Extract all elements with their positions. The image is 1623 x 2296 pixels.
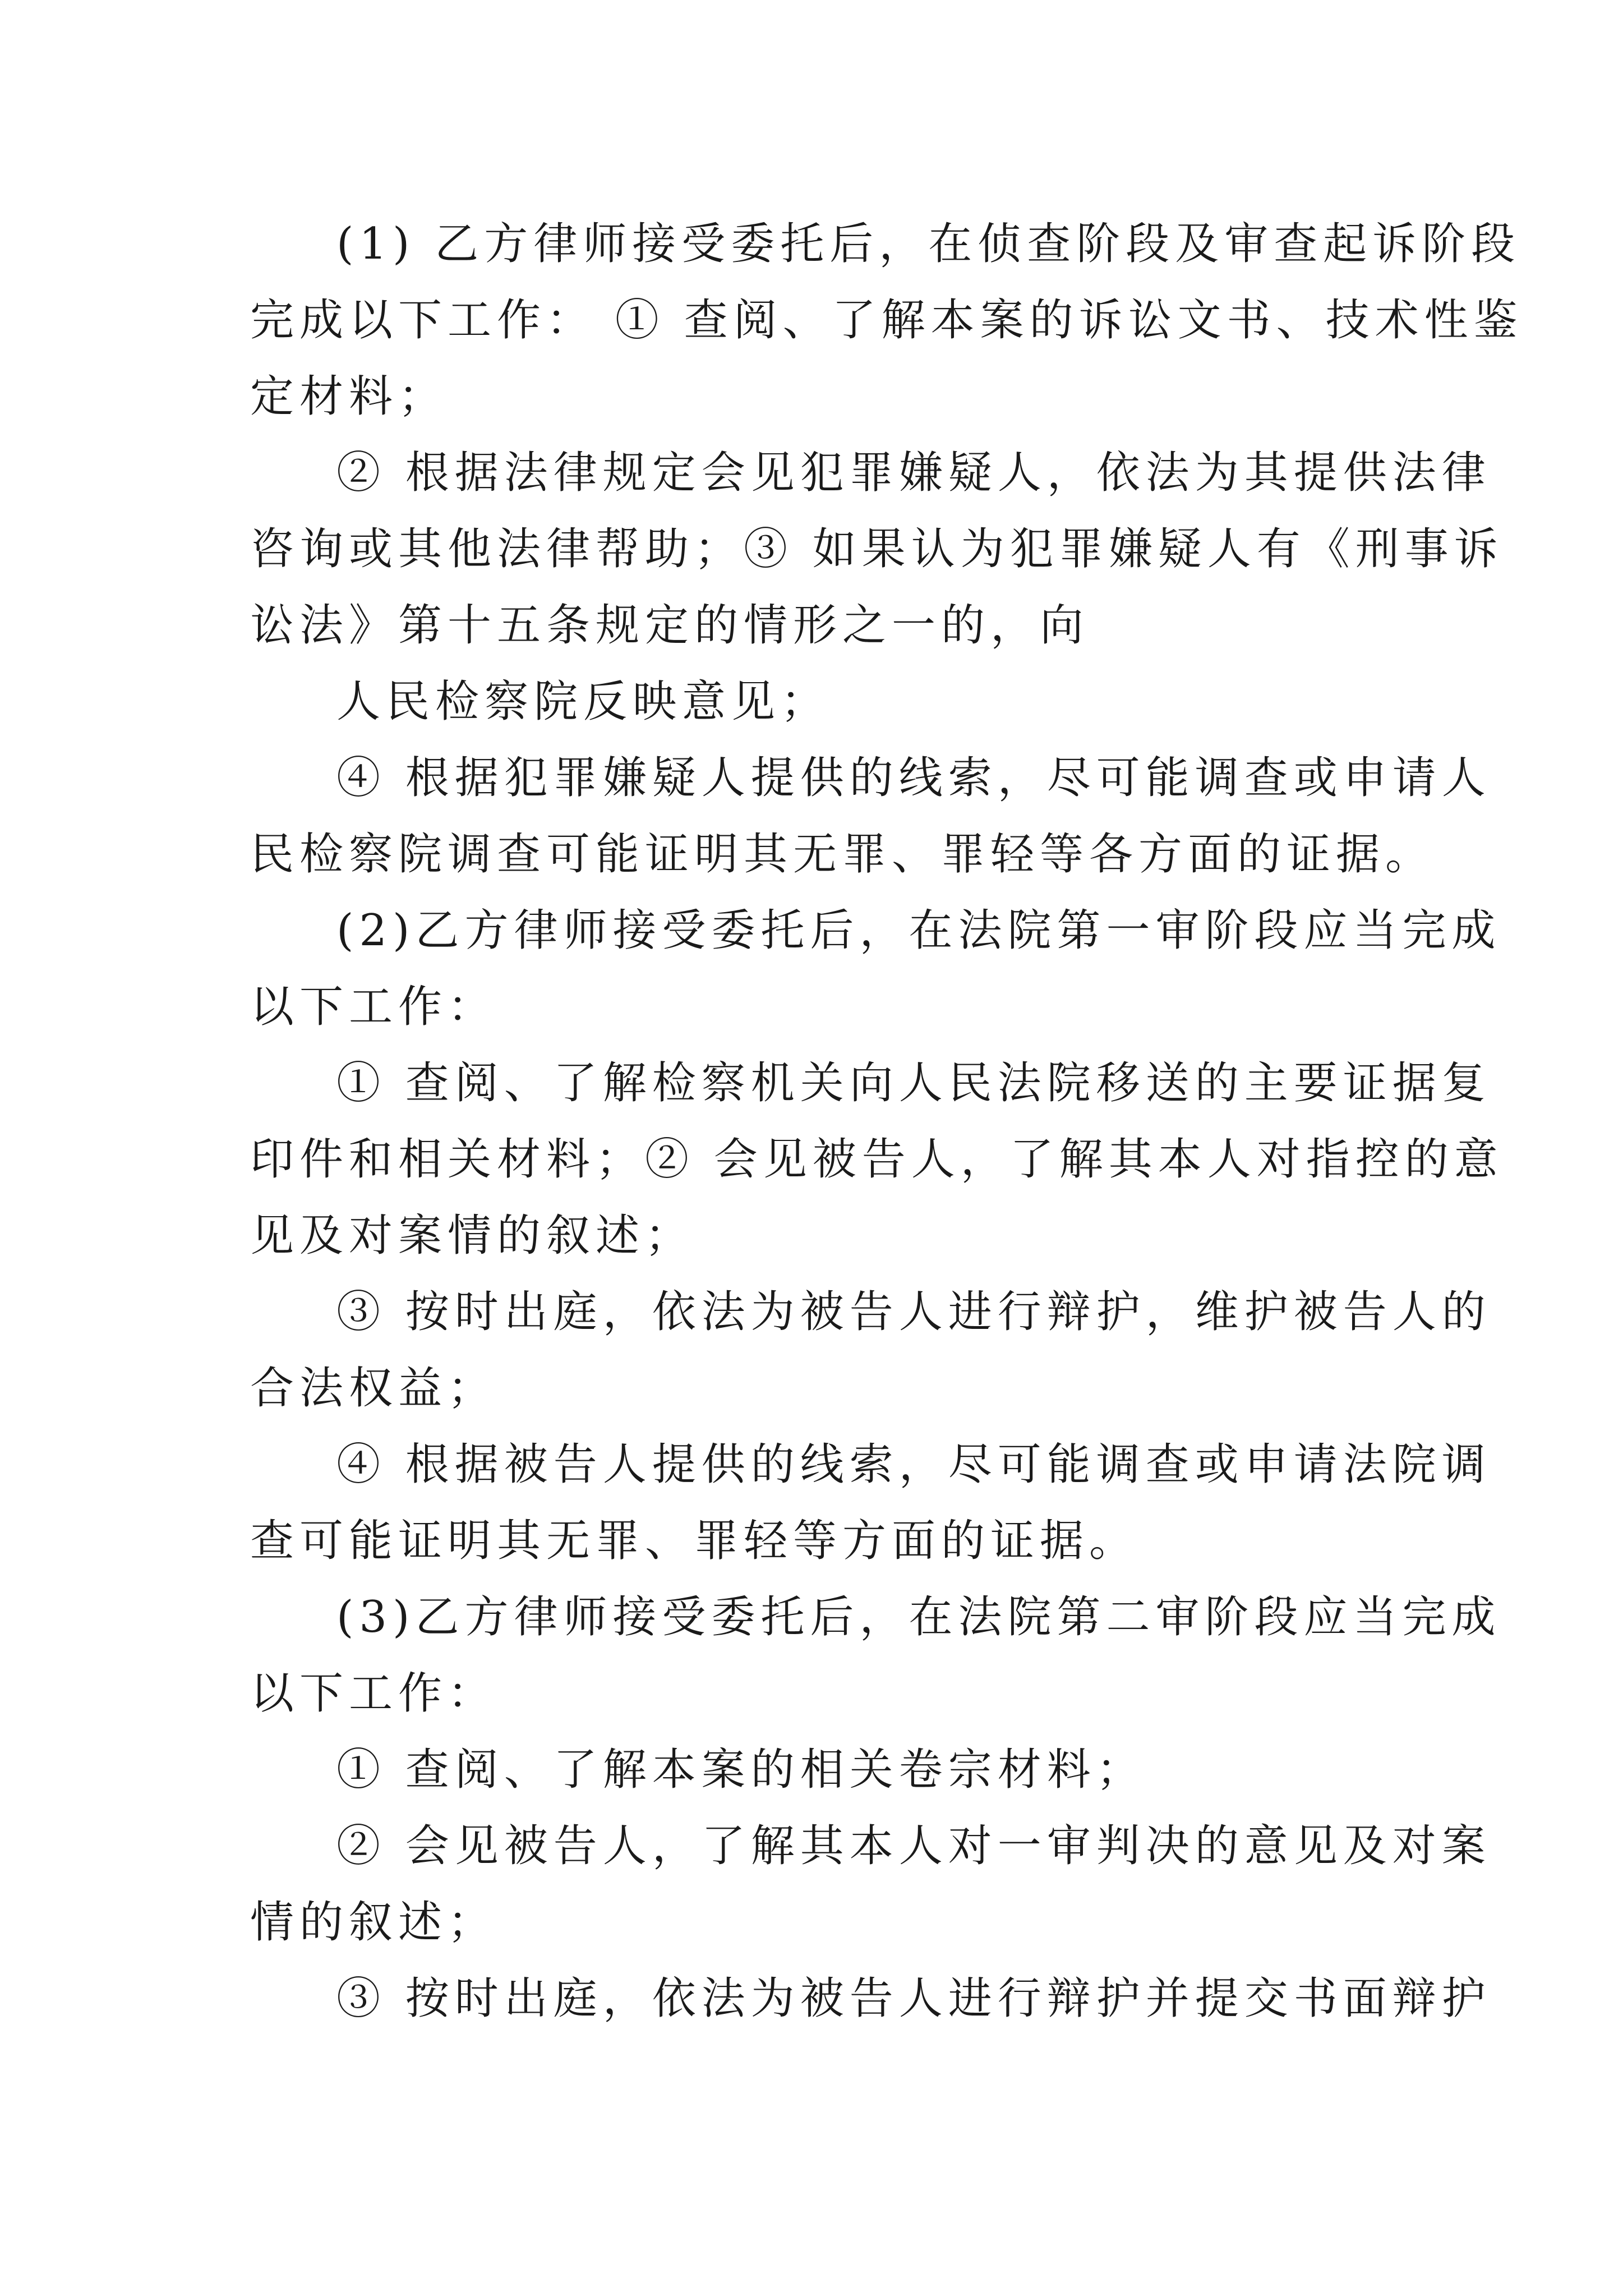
text-line: 民检察院调查可能证明其无罪、罪轻等各方面的证据。 [250,829,1435,880]
text-line: 情的叙述； [250,1897,497,1948]
text-line: 见及对案情的叙述； [250,1211,695,1261]
text-line: 查可能证明其无罪、罪轻等方面的证据。 [250,1516,1139,1566]
text-line: 咨询或其他法律帮助；③ 如果认为犯罪嫌疑人有《刑事诉 [250,524,1504,574]
text-line: (3)乙方律师接受委托后，在法院第二审阶段应当完成 [336,1592,1501,1642]
text-line: ④ 根据被告人提供的线索，尽可能调查或申请法院调 [336,1439,1491,1490]
text-line: 完成以下工作： ① 查阅、了解本案的诉讼文书、技术性鉴 [250,295,1523,346]
text-line: (1) 乙方律师接受委托后，在侦查阶段及审查起诉阶段 [336,219,1521,269]
text-line: ③ 按时出庭，依法为被告人进行辩护并提交书面辩护 [336,1973,1491,2024]
text-line: ① 查阅、了解检察机关向人民法院移送的主要证据复 [336,1058,1491,1108]
text-line: 以下工作： [250,982,497,1032]
text-line: 人民检察院反映意见； [336,677,831,727]
text-line: ② 根据法律规定会见犯罪嫌疑人，依法为其提供法律 [336,448,1491,498]
text-line: ③ 按时出庭，依法为被告人进行辩护，维护被告人的 [336,1287,1491,1337]
text-line: (2)乙方律师接受委托后，在法院第一审阶段应当完成 [336,905,1501,956]
text-line: ① 查阅、了解本案的相关卷宗材料； [336,1745,1146,1795]
text-line: ② 会见被告人，了解其本人对一审判决的意见及对案 [336,1821,1491,1871]
text-line: 讼法》第十五条规定的情形之一的，向 [250,600,1090,651]
text-line: 合法权益； [250,1363,497,1414]
text-line: ④ 根据犯罪嫌疑人提供的线索，尽可能调查或申请人 [336,753,1491,803]
text-line: 印件和相关材料；② 会见被告人，了解其本人对指控的意 [250,1134,1504,1185]
text-line: 以下工作： [250,1668,497,1719]
text-line: 定材料； [250,371,448,422]
